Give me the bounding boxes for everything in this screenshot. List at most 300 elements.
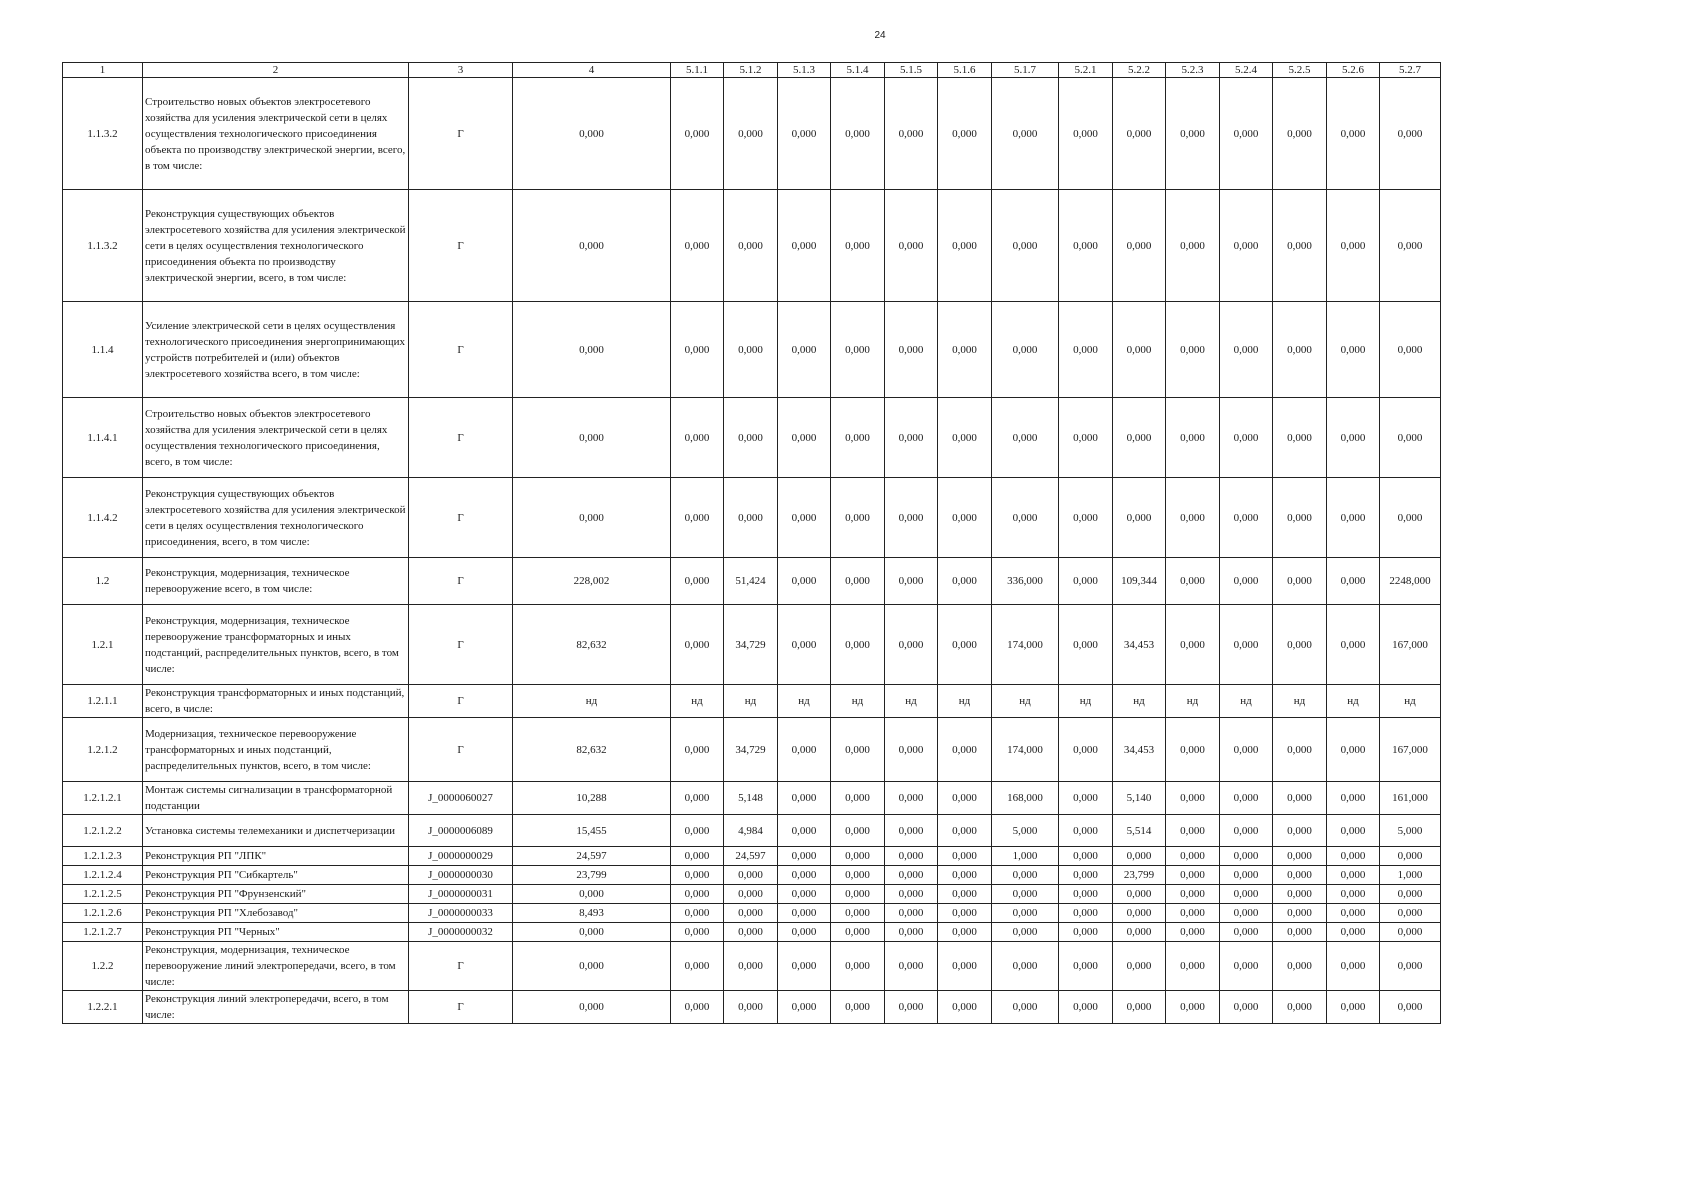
value-cell: 0,000 bbox=[938, 605, 992, 685]
value-cell: 0,000 bbox=[778, 923, 831, 942]
value-cell: нд bbox=[1273, 685, 1327, 718]
value-cell: 0,000 bbox=[724, 923, 778, 942]
header-cell: 1 bbox=[63, 63, 143, 78]
value-cell: 0,000 bbox=[778, 866, 831, 885]
value-cell: 0,000 bbox=[831, 815, 885, 847]
value-cell: 0,000 bbox=[1059, 718, 1113, 782]
value-cell: 0,000 bbox=[1220, 942, 1273, 991]
value-cell: 0,000 bbox=[885, 904, 938, 923]
value-cell: 0,000 bbox=[1059, 942, 1113, 991]
row-total-cell: 228,002 bbox=[513, 558, 671, 605]
value-cell: 0,000 bbox=[724, 991, 778, 1024]
value-cell: 0,000 bbox=[938, 815, 992, 847]
row-code-cell: J_0000006089 bbox=[409, 815, 513, 847]
row-number-cell: 1.2.1.1 bbox=[63, 685, 143, 718]
value-cell: 0,000 bbox=[778, 942, 831, 991]
header-cell: 5.1.5 bbox=[885, 63, 938, 78]
value-cell: 5,148 bbox=[724, 782, 778, 815]
row-total-cell: 0,000 bbox=[513, 302, 671, 398]
value-cell: 0,000 bbox=[1113, 190, 1166, 302]
value-cell: 5,140 bbox=[1113, 782, 1166, 815]
row-number-cell: 1.2 bbox=[63, 558, 143, 605]
table-row bbox=[63, 605, 1441, 685]
table-row bbox=[63, 923, 1441, 942]
value-cell: 0,000 bbox=[1273, 991, 1327, 1024]
value-cell: 0,000 bbox=[1220, 866, 1273, 885]
value-cell: 0,000 bbox=[778, 558, 831, 605]
value-cell: 0,000 bbox=[1273, 78, 1327, 190]
header-cell: 3 bbox=[409, 63, 513, 78]
value-cell: нд bbox=[938, 685, 992, 718]
row-code-cell: Г bbox=[409, 605, 513, 685]
table-row bbox=[63, 685, 1441, 718]
value-cell: 0,000 bbox=[778, 991, 831, 1024]
value-cell: 0,000 bbox=[938, 885, 992, 904]
row-code-cell: Г bbox=[409, 78, 513, 190]
value-cell: 0,000 bbox=[1220, 923, 1273, 942]
value-cell: 0,000 bbox=[1273, 398, 1327, 478]
value-cell: 0,000 bbox=[671, 558, 724, 605]
header-cell: 5.1.7 bbox=[992, 63, 1059, 78]
value-cell: 0,000 bbox=[885, 847, 938, 866]
row-total-cell: 10,288 bbox=[513, 782, 671, 815]
row-code-cell: Г bbox=[409, 190, 513, 302]
value-cell: 1,000 bbox=[992, 847, 1059, 866]
value-cell: 0,000 bbox=[938, 190, 992, 302]
value-cell: 0,000 bbox=[831, 885, 885, 904]
value-cell: 0,000 bbox=[992, 885, 1059, 904]
value-cell: 0,000 bbox=[1220, 815, 1273, 847]
value-cell: 0,000 bbox=[1220, 558, 1273, 605]
value-cell: 0,000 bbox=[1327, 558, 1380, 605]
value-cell: 34,453 bbox=[1113, 605, 1166, 685]
value-cell: 0,000 bbox=[1380, 190, 1441, 302]
value-cell: 0,000 bbox=[938, 302, 992, 398]
value-cell: 0,000 bbox=[1220, 991, 1273, 1024]
value-cell: 0,000 bbox=[1220, 847, 1273, 866]
row-description-cell: Реконструкция, модернизация, техническое перевооружение линий электропередачи, всего, в том числе: bbox=[143, 942, 409, 991]
row-number-cell: 1.2.1.2.6 bbox=[63, 904, 143, 923]
value-cell: 0,000 bbox=[671, 885, 724, 904]
row-total-cell: 0,000 bbox=[513, 398, 671, 478]
value-cell: 0,000 bbox=[831, 923, 885, 942]
value-cell: 0,000 bbox=[724, 904, 778, 923]
value-cell: 0,000 bbox=[724, 866, 778, 885]
row-total-cell: 23,799 bbox=[513, 866, 671, 885]
value-cell: 0,000 bbox=[1273, 302, 1327, 398]
row-number-cell: 1.2.1.2.1 bbox=[63, 782, 143, 815]
value-cell: 0,000 bbox=[885, 398, 938, 478]
value-cell: 0,000 bbox=[671, 847, 724, 866]
row-code-cell: Г bbox=[409, 558, 513, 605]
value-cell: 0,000 bbox=[831, 190, 885, 302]
value-cell: 0,000 bbox=[724, 478, 778, 558]
value-cell: 0,000 bbox=[1166, 942, 1220, 991]
value-cell: 168,000 bbox=[992, 782, 1059, 815]
row-description-cell: Реконструкция линий электропередачи, всего, в том числе: bbox=[143, 991, 409, 1024]
value-cell: 0,000 bbox=[1220, 398, 1273, 478]
value-cell: 0,000 bbox=[671, 190, 724, 302]
row-code-cell: J_0000000029 bbox=[409, 847, 513, 866]
value-cell: 0,000 bbox=[1273, 478, 1327, 558]
row-number-cell: 1.2.1.2 bbox=[63, 718, 143, 782]
row-description-cell: Реконструкция трансформаторных и иных подстанций, всего, в числе: bbox=[143, 685, 409, 718]
value-cell: нд bbox=[671, 685, 724, 718]
value-cell: 0,000 bbox=[1059, 815, 1113, 847]
row-total-cell: 82,632 bbox=[513, 718, 671, 782]
row-number-cell: 1.1.4 bbox=[63, 302, 143, 398]
value-cell: 0,000 bbox=[1059, 478, 1113, 558]
value-cell: 0,000 bbox=[831, 78, 885, 190]
value-cell: нд bbox=[1380, 685, 1441, 718]
value-cell: 0,000 bbox=[885, 190, 938, 302]
value-cell: 0,000 bbox=[992, 991, 1059, 1024]
value-cell: 0,000 bbox=[724, 942, 778, 991]
value-cell: 2248,000 bbox=[1380, 558, 1441, 605]
header-cell: 5.1.3 bbox=[778, 63, 831, 78]
value-cell: 0,000 bbox=[885, 718, 938, 782]
value-cell: 167,000 bbox=[1380, 605, 1441, 685]
value-cell: 0,000 bbox=[1166, 190, 1220, 302]
value-cell: 0,000 bbox=[1380, 398, 1441, 478]
row-number-cell: 1.1.4.2 bbox=[63, 478, 143, 558]
value-cell: 0,000 bbox=[671, 923, 724, 942]
value-cell: 0,000 bbox=[1220, 718, 1273, 782]
value-cell: 0,000 bbox=[1380, 302, 1441, 398]
value-cell: 34,729 bbox=[724, 718, 778, 782]
value-cell: 0,000 bbox=[885, 78, 938, 190]
value-cell: 24,597 bbox=[724, 847, 778, 866]
value-cell: 161,000 bbox=[1380, 782, 1441, 815]
value-cell: 0,000 bbox=[1113, 302, 1166, 398]
page-number: 24 bbox=[874, 30, 886, 41]
value-cell: 0,000 bbox=[1166, 847, 1220, 866]
value-cell: 0,000 bbox=[1273, 904, 1327, 923]
value-cell: 0,000 bbox=[1220, 605, 1273, 685]
table-row bbox=[63, 398, 1441, 478]
row-number-cell: 1.2.1 bbox=[63, 605, 143, 685]
value-cell: 0,000 bbox=[1059, 923, 1113, 942]
row-description-cell: Установка системы телемеханики и диспетчеризации bbox=[143, 815, 409, 847]
value-cell: 1,000 bbox=[1380, 866, 1441, 885]
row-total-cell: 15,455 bbox=[513, 815, 671, 847]
value-cell: 0,000 bbox=[724, 302, 778, 398]
value-cell: 0,000 bbox=[831, 782, 885, 815]
header-cell: 5.2.3 bbox=[1166, 63, 1220, 78]
value-cell: 0,000 bbox=[671, 478, 724, 558]
value-cell: нд bbox=[1220, 685, 1273, 718]
value-cell: 0,000 bbox=[1166, 885, 1220, 904]
value-cell: 0,000 bbox=[1113, 885, 1166, 904]
value-cell: 0,000 bbox=[1220, 904, 1273, 923]
value-cell: 0,000 bbox=[778, 478, 831, 558]
table-row bbox=[63, 815, 1441, 847]
value-cell: нд bbox=[778, 685, 831, 718]
value-cell: 0,000 bbox=[778, 718, 831, 782]
header-cell: 5.2.5 bbox=[1273, 63, 1327, 78]
row-code-cell: Г bbox=[409, 302, 513, 398]
value-cell: 0,000 bbox=[671, 718, 724, 782]
value-cell: 0,000 bbox=[1380, 942, 1441, 991]
table-row bbox=[63, 478, 1441, 558]
value-cell: 0,000 bbox=[671, 815, 724, 847]
value-cell: 0,000 bbox=[938, 558, 992, 605]
value-cell: 0,000 bbox=[724, 885, 778, 904]
value-cell: 0,000 bbox=[1380, 478, 1441, 558]
table-row bbox=[63, 718, 1441, 782]
table-row bbox=[63, 78, 1441, 190]
value-cell: 0,000 bbox=[1220, 78, 1273, 190]
value-cell: 0,000 bbox=[1059, 866, 1113, 885]
value-cell: 34,453 bbox=[1113, 718, 1166, 782]
row-total-cell: 0,000 bbox=[513, 923, 671, 942]
value-cell: 0,000 bbox=[1273, 190, 1327, 302]
row-total-cell: 0,000 bbox=[513, 942, 671, 991]
value-cell: 0,000 bbox=[1113, 478, 1166, 558]
row-description-cell: Реконструкция РП "ЛПК" bbox=[143, 847, 409, 866]
value-cell: 0,000 bbox=[1273, 942, 1327, 991]
value-cell: 0,000 bbox=[778, 782, 831, 815]
row-description-cell: Реконструкция, модернизация, техническое перевооружение всего, в том числе: bbox=[143, 558, 409, 605]
value-cell: 0,000 bbox=[1380, 847, 1441, 866]
value-cell: 0,000 bbox=[831, 605, 885, 685]
table-row bbox=[63, 302, 1441, 398]
value-cell: 0,000 bbox=[831, 847, 885, 866]
value-cell: 5,514 bbox=[1113, 815, 1166, 847]
value-cell: 0,000 bbox=[1113, 991, 1166, 1024]
row-description-cell: Реконструкция РП "Черных" bbox=[143, 923, 409, 942]
row-code-cell: Г bbox=[409, 478, 513, 558]
value-cell: 0,000 bbox=[1166, 605, 1220, 685]
value-cell: 0,000 bbox=[831, 302, 885, 398]
header-cell: 2 bbox=[143, 63, 409, 78]
value-cell: 0,000 bbox=[671, 782, 724, 815]
value-cell: 0,000 bbox=[831, 478, 885, 558]
value-cell: 0,000 bbox=[938, 782, 992, 815]
value-cell: 0,000 bbox=[885, 782, 938, 815]
value-cell: 0,000 bbox=[1327, 302, 1380, 398]
value-cell: 0,000 bbox=[1273, 923, 1327, 942]
row-number-cell: 1.2.2.1 bbox=[63, 991, 143, 1024]
value-cell: 0,000 bbox=[938, 718, 992, 782]
value-cell: 0,000 bbox=[778, 605, 831, 685]
value-cell: 0,000 bbox=[1273, 718, 1327, 782]
value-cell: нд bbox=[724, 685, 778, 718]
value-cell: 0,000 bbox=[778, 190, 831, 302]
value-cell: 0,000 bbox=[938, 923, 992, 942]
value-cell: 0,000 bbox=[1327, 605, 1380, 685]
row-code-cell: J_0000000033 bbox=[409, 904, 513, 923]
value-cell: 0,000 bbox=[778, 815, 831, 847]
table-row bbox=[63, 885, 1441, 904]
value-cell: 0,000 bbox=[938, 991, 992, 1024]
row-code-cell: Г bbox=[409, 991, 513, 1024]
value-cell: 0,000 bbox=[1273, 815, 1327, 847]
row-total-cell: 24,597 bbox=[513, 847, 671, 866]
value-cell: 0,000 bbox=[1059, 885, 1113, 904]
value-cell: нд bbox=[1166, 685, 1220, 718]
row-code-cell: Г bbox=[409, 685, 513, 718]
table-row bbox=[63, 866, 1441, 885]
value-cell: 0,000 bbox=[1327, 991, 1380, 1024]
header-cell: 5.2.4 bbox=[1220, 63, 1273, 78]
investment-table bbox=[62, 62, 1441, 1024]
value-cell: 0,000 bbox=[1059, 78, 1113, 190]
value-cell: 0,000 bbox=[1166, 923, 1220, 942]
value-cell: 0,000 bbox=[724, 398, 778, 478]
row-description-cell: Реконструкция РП "Хлебозавод" bbox=[143, 904, 409, 923]
value-cell: 0,000 bbox=[992, 302, 1059, 398]
value-cell: нд bbox=[1059, 685, 1113, 718]
row-total-cell: 0,000 bbox=[513, 478, 671, 558]
value-cell: 0,000 bbox=[885, 942, 938, 991]
table-row bbox=[63, 847, 1441, 866]
value-cell: 0,000 bbox=[1273, 782, 1327, 815]
value-cell: 51,424 bbox=[724, 558, 778, 605]
value-cell: 23,799 bbox=[1113, 866, 1166, 885]
value-cell: 0,000 bbox=[1166, 904, 1220, 923]
row-number-cell: 1.2.2 bbox=[63, 942, 143, 991]
value-cell: 0,000 bbox=[831, 942, 885, 991]
row-code-cell: Г bbox=[409, 718, 513, 782]
value-cell: 0,000 bbox=[778, 904, 831, 923]
value-cell: 174,000 bbox=[992, 605, 1059, 685]
row-description-cell: Строительство новых объектов электросетевого хозяйства для усиления электрической сети в целях осуществления технологического присоединения объекта по производству электрической энергии, всего, в том числе: bbox=[143, 78, 409, 190]
value-cell: 0,000 bbox=[885, 815, 938, 847]
value-cell: 0,000 bbox=[724, 78, 778, 190]
value-cell: 0,000 bbox=[724, 190, 778, 302]
row-code-cell: J_0000000032 bbox=[409, 923, 513, 942]
value-cell: 0,000 bbox=[778, 885, 831, 904]
value-cell: 0,000 bbox=[831, 904, 885, 923]
value-cell: 0,000 bbox=[778, 78, 831, 190]
value-cell: 109,344 bbox=[1113, 558, 1166, 605]
row-total-cell: 82,632 bbox=[513, 605, 671, 685]
value-cell: 0,000 bbox=[1059, 398, 1113, 478]
row-number-cell: 1.2.1.2.4 bbox=[63, 866, 143, 885]
value-cell: 0,000 bbox=[938, 904, 992, 923]
row-total-cell: 8,493 bbox=[513, 904, 671, 923]
value-cell: 0,000 bbox=[1220, 302, 1273, 398]
row-total-cell: 0,000 bbox=[513, 78, 671, 190]
value-cell: 0,000 bbox=[992, 478, 1059, 558]
value-cell: 0,000 bbox=[1380, 78, 1441, 190]
value-cell: 0,000 bbox=[938, 847, 992, 866]
value-cell: 0,000 bbox=[992, 942, 1059, 991]
value-cell: 0,000 bbox=[671, 78, 724, 190]
value-cell: 0,000 bbox=[1327, 782, 1380, 815]
value-cell: 0,000 bbox=[885, 991, 938, 1024]
value-cell: нд bbox=[992, 685, 1059, 718]
row-description-cell: Строительство новых объектов электросетевого хозяйства для усиления электрической сети в целях осуществления технологического присоединения, всего, в том числе: bbox=[143, 398, 409, 478]
row-description-cell: Усиление электрической сети в целях осуществления технологического присоединения энергопринимающих устройств потребителей и (или) объектов электросетевого хозяйства всего, в том числе: bbox=[143, 302, 409, 398]
value-cell: 0,000 bbox=[885, 866, 938, 885]
row-code-cell: J_0000060027 bbox=[409, 782, 513, 815]
value-cell: 0,000 bbox=[671, 904, 724, 923]
row-description-cell: Реконструкция, модернизация, техническое перевооружение трансформаторных и иных подстанций, распределительных пунктов, всего, в том числе: bbox=[143, 605, 409, 685]
table-row bbox=[63, 558, 1441, 605]
value-cell: 0,000 bbox=[1166, 78, 1220, 190]
value-cell: 0,000 bbox=[885, 558, 938, 605]
row-number-cell: 1.1.3.2 bbox=[63, 190, 143, 302]
value-cell: 0,000 bbox=[1113, 847, 1166, 866]
value-cell: 0,000 bbox=[1327, 398, 1380, 478]
value-cell: 0,000 bbox=[1166, 398, 1220, 478]
value-cell: 0,000 bbox=[885, 605, 938, 685]
value-cell: 174,000 bbox=[992, 718, 1059, 782]
value-cell: 0,000 bbox=[1059, 782, 1113, 815]
value-cell: 0,000 bbox=[992, 190, 1059, 302]
value-cell: 0,000 bbox=[1166, 991, 1220, 1024]
row-description-cell: Реконструкция существующих объектов электросетевого хозяйства для усиления электрической сети в целях осуществления технологического присоединения, всего, в том числе: bbox=[143, 478, 409, 558]
value-cell: 0,000 bbox=[1327, 942, 1380, 991]
table-row bbox=[63, 190, 1441, 302]
value-cell: 0,000 bbox=[671, 991, 724, 1024]
value-cell: 0,000 bbox=[671, 605, 724, 685]
row-total-cell: 0,000 bbox=[513, 885, 671, 904]
row-total-cell: 0,000 bbox=[513, 991, 671, 1024]
value-cell: нд bbox=[831, 685, 885, 718]
table-row bbox=[63, 904, 1441, 923]
value-cell: 0,000 bbox=[1059, 558, 1113, 605]
value-cell: 0,000 bbox=[671, 942, 724, 991]
row-total-cell: 0,000 bbox=[513, 190, 671, 302]
value-cell: 0,000 bbox=[1059, 190, 1113, 302]
row-code-cell: J_0000000031 bbox=[409, 885, 513, 904]
row-number-cell: 1.2.1.2.3 bbox=[63, 847, 143, 866]
row-description-cell: Монтаж системы сигнализации в трансформаторной подстанции bbox=[143, 782, 409, 815]
value-cell: 0,000 bbox=[1327, 923, 1380, 942]
row-number-cell: 1.2.1.2.2 bbox=[63, 815, 143, 847]
value-cell: 4,984 bbox=[724, 815, 778, 847]
value-cell: 0,000 bbox=[1113, 78, 1166, 190]
value-cell: 0,000 bbox=[938, 78, 992, 190]
header-cell: 5.2.1 bbox=[1059, 63, 1113, 78]
value-cell: 0,000 bbox=[1380, 923, 1441, 942]
value-cell: 0,000 bbox=[1273, 885, 1327, 904]
value-cell: 0,000 bbox=[992, 866, 1059, 885]
value-cell: 0,000 bbox=[1059, 605, 1113, 685]
value-cell: 0,000 bbox=[1166, 866, 1220, 885]
value-cell: 0,000 bbox=[1273, 847, 1327, 866]
row-number-cell: 1.1.4.1 bbox=[63, 398, 143, 478]
value-cell: нд bbox=[1113, 685, 1166, 718]
value-cell: 0,000 bbox=[1273, 866, 1327, 885]
value-cell: 5,000 bbox=[992, 815, 1059, 847]
value-cell: 0,000 bbox=[831, 558, 885, 605]
value-cell: 0,000 bbox=[671, 866, 724, 885]
value-cell: 0,000 bbox=[1380, 885, 1441, 904]
value-cell: 0,000 bbox=[1113, 904, 1166, 923]
header-cell: 4 bbox=[513, 63, 671, 78]
table-row bbox=[63, 942, 1441, 991]
value-cell: 0,000 bbox=[1166, 718, 1220, 782]
table-row bbox=[63, 991, 1441, 1024]
value-cell: 0,000 bbox=[938, 478, 992, 558]
value-cell: 0,000 bbox=[992, 78, 1059, 190]
table-body bbox=[63, 78, 1441, 1024]
row-code-cell: Г bbox=[409, 942, 513, 991]
row-description-cell: Модернизация, техническое перевооружение трансформаторных и иных подстанций, распределительных пунктов, всего, в том числе: bbox=[143, 718, 409, 782]
value-cell: 5,000 bbox=[1380, 815, 1441, 847]
value-cell: 0,000 bbox=[885, 885, 938, 904]
value-cell: 0,000 bbox=[1273, 605, 1327, 685]
value-cell: 0,000 bbox=[831, 398, 885, 478]
value-cell: 0,000 bbox=[992, 904, 1059, 923]
header-cell: 5.1.2 bbox=[724, 63, 778, 78]
row-number-cell: 1.2.1.2.7 bbox=[63, 923, 143, 942]
value-cell: 0,000 bbox=[831, 991, 885, 1024]
